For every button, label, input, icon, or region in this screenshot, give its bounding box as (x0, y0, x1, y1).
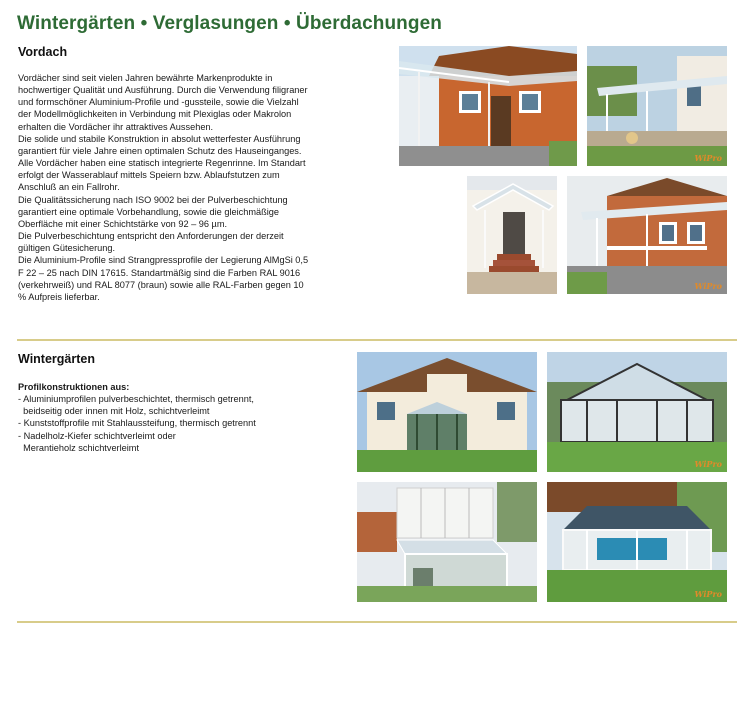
text-line: Die Aluminium-Profile sind Strangpressprofile der Legierung AlMgSi 0,5 (18, 255, 309, 266)
text-line: erfolgt der Wasserablauf mittels Speiern bzw. Ablaufstutzen zum (18, 170, 280, 181)
text-line: - Aluminiumprofilen pulverbeschichtet, thermisch getrennt, (18, 394, 254, 405)
wintergarten-photo-2[interactable] (547, 352, 727, 472)
text-line: Die solide und stabile Konstruktion in absolut wetterfester Ausführung (18, 133, 301, 144)
page-title: Wintergärten • Verglasungen • Überdachungen (17, 13, 442, 34)
text-line: garantiert für viele Jahre einen optimalen Schutz des Hauseinganges. (18, 145, 302, 156)
wintergaerten-subtitle: Profilkonstruktionen aus: (18, 382, 130, 392)
text-line: Oberfläche mit einer Schichtstärke von 92 – 96 µm. (18, 218, 228, 229)
text-line: Vordächer sind seit vielen Jahren bewährte Markenprodukte in (18, 73, 273, 83)
wintergaerten-description (18, 381, 256, 454)
vordach-photo-4[interactable] (567, 176, 727, 294)
text-line: Alle Vordächer haben eine statisch integrierte Regenrinne. Im Standart (18, 158, 306, 169)
text-line: Die Qualitätssicherung nach ISO 9002 bei der Pulverbeschichtung (18, 194, 288, 205)
text-line: gültigen Gütesicherung. (18, 243, 116, 254)
watermark-logo: WiPro (694, 281, 722, 291)
vordach-photo-1[interactable] (399, 46, 577, 166)
vordach-title: Vordach (18, 45, 68, 59)
watermark-logo: WiPro (694, 459, 722, 469)
wintergarten-photo-4[interactable] (547, 482, 727, 602)
text-line: % Aufpreis lieferbar. (18, 291, 100, 302)
text-line: Die Pulverbeschichtung entspricht den Anforderungen der derzeit (18, 231, 284, 242)
text-line: Merantieholz schichtverleimt (18, 442, 140, 453)
text-line: erhalten die Vordächer ihr attraktives Aussehen. (18, 121, 214, 132)
text-line: - Kunststoffprofile mit Stahlaussteifung, thermisch getrennt (18, 418, 256, 429)
vordach-photo-2[interactable] (587, 46, 727, 166)
text-line: und formschöner Aluminium-Profile und -gussteile, sowie die Vielzahl (18, 97, 299, 108)
text-line: (verkehrweiß) und RAL 8077 (braun) sowie alle RAL-Farben gegen 10 (18, 279, 304, 290)
watermark-logo: WiPro (694, 153, 722, 163)
text-line: Anschluß an ein Fallrohr. (18, 182, 120, 193)
wintergarten-photo-1[interactable] (357, 352, 537, 472)
section-divider (17, 621, 737, 623)
text-line: - Nadelholz-Kiefer schichtverleimt oder (18, 430, 176, 441)
wintergaerten-title: Wintergärten (18, 352, 95, 366)
text-line: F 22 – 25 nach DIN 17615. Standartmäßig sind die Farben RAL 9016 (18, 267, 301, 278)
text-line: hochwertiger Qualität und Ausführung. Durch die Verwendung filigraner (18, 85, 308, 96)
vordach-photo-3[interactable] (467, 176, 557, 294)
watermark-logo: WiPro (694, 589, 722, 599)
section-divider (17, 339, 737, 341)
text-line: beidseitig oder innen mit Holz, schichtverleimt (18, 406, 210, 417)
text-line: der Modellmöglichkeiten in Verbindung mit Plexiglas oder Makrolon (18, 109, 292, 120)
wintergarten-photo-3[interactable] (357, 482, 537, 602)
text-line: garantiert eine optimale Vorbehandlung, sowie die gleichmäßige (18, 206, 279, 217)
vordach-description (18, 72, 308, 303)
